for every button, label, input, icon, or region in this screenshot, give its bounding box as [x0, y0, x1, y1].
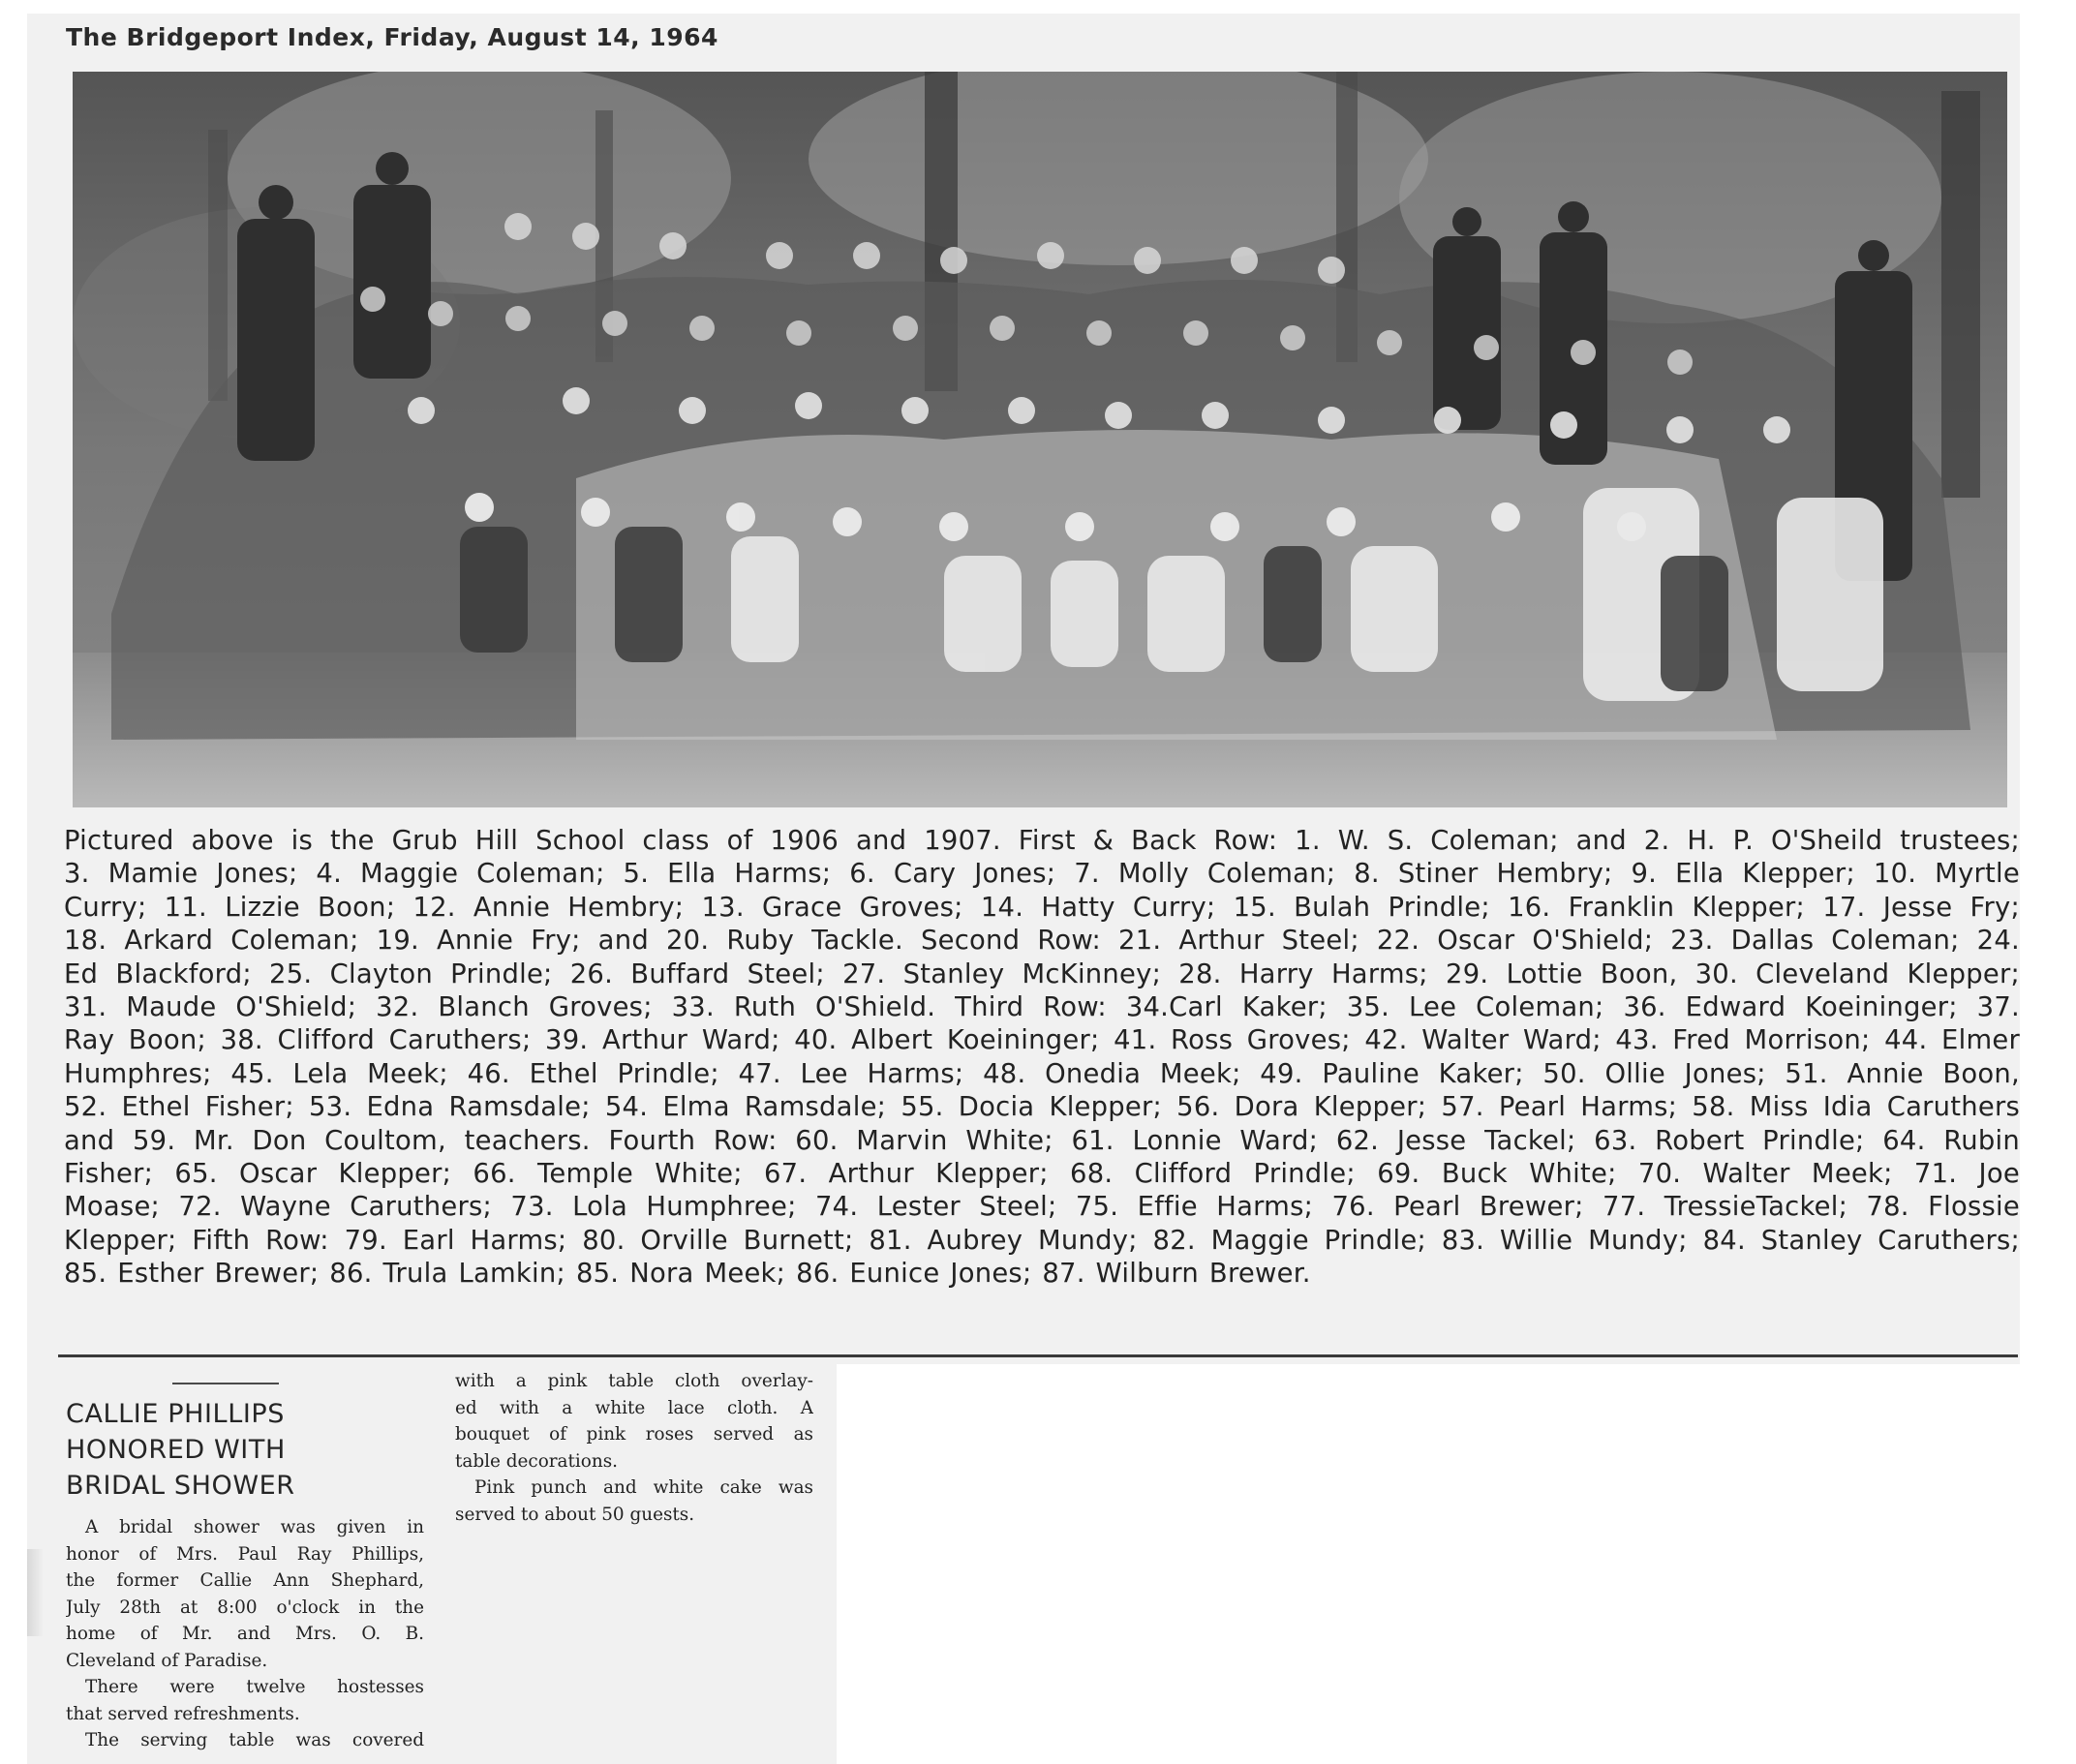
class-group-photo [73, 72, 2007, 807]
photo-caption [64, 825, 2020, 1292]
article-line: table decorations. [455, 1450, 618, 1472]
article-line: home of Mr. and Mrs. O. B. [66, 1624, 424, 1644]
article-column-2 [455, 1368, 813, 1528]
scan-smudge [27, 1549, 43, 1636]
article-column-1 [66, 1514, 424, 1754]
caption-line: 3. Mamie Jones; 4. Maggie Coleman; 5. Ella Harms; 6. Cary Jones; 7. Molly Coleman; 8. Stiner Hembry; 9. Ella Klepper; 10. Myrtle [64, 859, 2020, 890]
caption-line: Fisher; 65. Oscar Klepper; 66. Temple White; 67. Arthur Klepper; 68. Clifford Prindle; 69. Buck White; 70. Walter Meek; 71. Joe [64, 1159, 2020, 1190]
caption-line: 85. Esther Brewer; 86. Trula Lamkin; 85. Nora Meek; 86. Eunice Jones; 87. Wilburn Brewer. [64, 1259, 1311, 1290]
article-line: A bridal shower was given in [85, 1517, 424, 1537]
caption-line: Humphres; 45. Lela Meek; 46. Ethel Prindle; 47. Lee Harms; 48. Onedia Meek; 49. Pauline Kaker; 50. Ollie Jones; 51. Annie Boon, [64, 1058, 2020, 1089]
group-photo-illustration [73, 72, 2007, 807]
article-line: with a pink table cloth overlay- [455, 1371, 813, 1391]
caption-line: and 59. Mr. Don Coultom, teachers. Fourth Row: 60. Marvin White; 61. Lonnie Ward; 62. Jesse Tackel; 63. Robert Prindle; 64. Rubin [64, 1125, 2020, 1156]
article-line: served to about 50 guests. [455, 1504, 695, 1525]
section-divider [58, 1354, 2018, 1357]
article-line: that served refreshments. [66, 1703, 300, 1724]
article-line: the former Callie Ann Shephard, [66, 1570, 424, 1591]
caption-line: Ed Blackford; 25. Clayton Prindle; 26. Buffard Steel; 27. Stanley McKinney; 28. Harry Harms; 29. Lottie Boon, 30. Cleveland Klepper; [64, 958, 2020, 989]
article-line: The serving table was covered [85, 1730, 424, 1750]
caption-line: 31. Maude O'Shield; 32. Blanch Groves; 33. Ruth O'Shield. Third Row: 34.Carl Kaker; 35. Lee Coleman; 36. Edward Koeininger; 37. [64, 992, 2020, 1023]
newspaper-dateline: The Bridgeport Index, Friday, August 14, 1964 [66, 23, 718, 51]
article-line: There were twelve hostesses [85, 1677, 424, 1697]
headline-line: BRIDAL SHOWER [66, 1471, 295, 1501]
article-headline [66, 1396, 356, 1504]
caption-line: Ray Boon; 38. Clifford Caruthers; 39. Arthur Ward; 40. Albert Koeininger; 41. Ross Groves; 42. Walter Ward; 43. Fred Morrison; 44. Elmer [64, 1025, 2020, 1056]
headline-line: CALLIE PHILLIPS [66, 1399, 286, 1429]
article-line: honor of Mrs. Paul Ray Phillips, [66, 1543, 424, 1565]
headline-rule [172, 1383, 279, 1384]
caption-line: 52. Ethel Fisher; 53. Edna Ramsdale; 54. Elma Ramsdale; 55. Docia Klepper; 56. Dora Klepper; 57. Pearl Harms; 58. Miss Idia Caruthers [64, 1092, 2020, 1123]
article-line: July 28th at 8:00 o'clock in the [66, 1597, 424, 1618]
caption-line: Curry; 11. Lizzie Boon; 12. Annie Hembry; 13. Grace Groves; 14. Hatty Curry; 15. Bulah Prindle; 16. Franklin Klepper; 17. Jesse Fry; [64, 892, 2020, 923]
caption-line: Moase; 72. Wayne Caruthers; 73. Lola Humphree; 74. Lester Steel; 75. Effie Harms; 76. Pearl Brewer; 77. TressieTackel; 78. Flossie [64, 1192, 2020, 1223]
caption-line: Klepper; Fifth Row: 79. Earl Harms; 80. Orville Burnett; 81. Aubrey Mundy; 82. Maggie Prindle; 83. Willie Mundy; 84. Stanley Caruthers; [64, 1225, 2020, 1256]
article-line: bouquet of pink roses served as [455, 1424, 813, 1445]
headline-line: HONORED WITH [66, 1435, 286, 1465]
article-line: Cleveland of Paradise. [66, 1650, 268, 1671]
caption-line: Pictured above is the Grub Hill School class of 1906 and 1907. First & Back Row: 1. W. S. Coleman; and 2. H. P. O'Sheild trustees; [64, 826, 2020, 856]
article-line: Pink punch and white cake was [474, 1477, 813, 1498]
article-line: ed with a white lace cloth. A [455, 1397, 813, 1418]
caption-line: 18. Arkard Coleman; 19. Annie Fry; and 20. Ruby Tackle. Second Row: 21. Arthur Steel; 22. Oscar O'Shield; 23. Dallas Coleman; 24. [64, 926, 2020, 957]
